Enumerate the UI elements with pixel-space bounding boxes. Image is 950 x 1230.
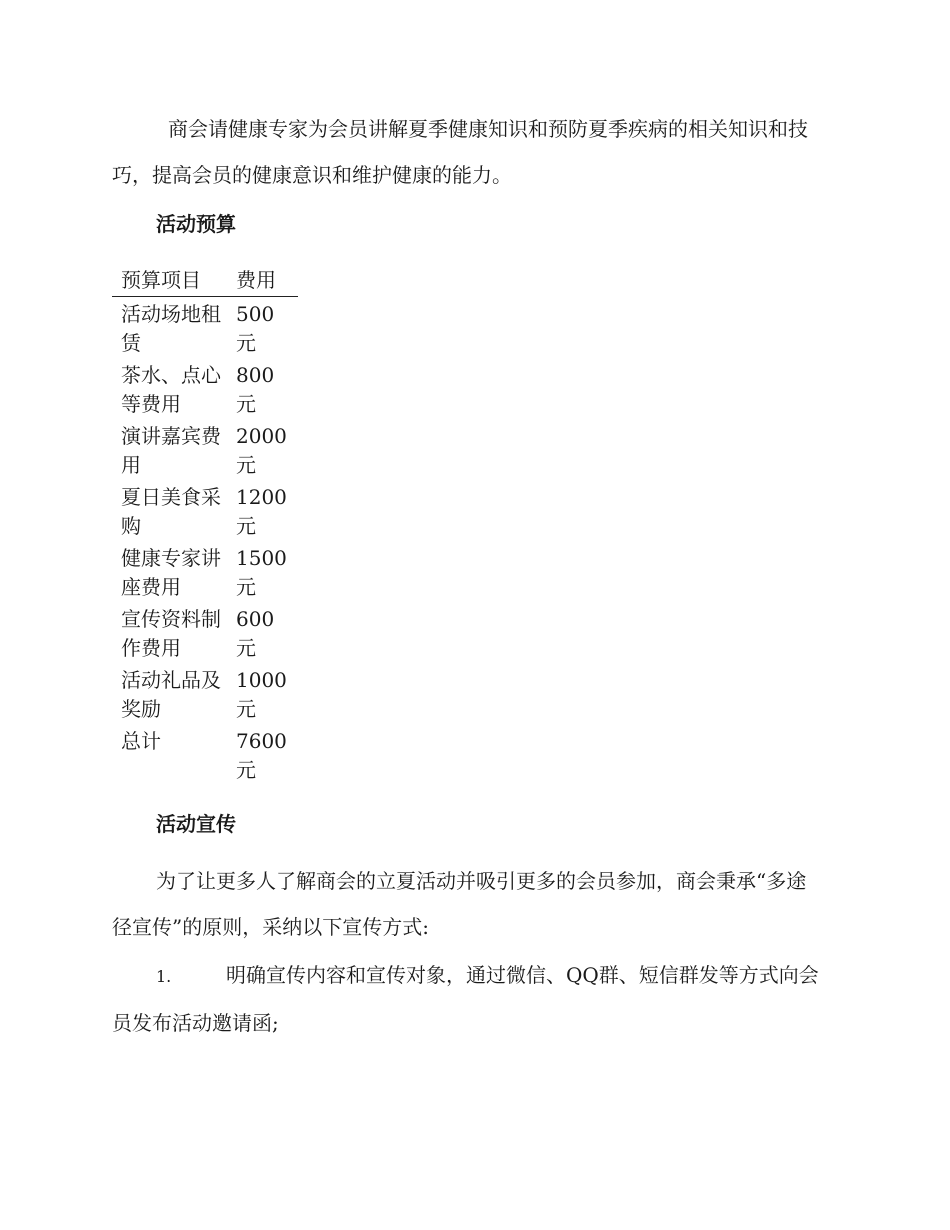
budget-fee-cell: 600元 [236, 607, 275, 660]
intro-paragraph: 商会请健康专家为会员讲解夏季健康知识和预防夏季疾病的相关知识和技巧，提高会员的健康意识和维护健康的能力。 [112, 117, 808, 187]
table-row [112, 663, 298, 724]
budget-item-cell: 健康专家讲座费用 [121, 546, 221, 599]
table-row [112, 297, 298, 359]
budget-item-cell: 宣传资料制作费用 [121, 607, 221, 660]
budget-fee-cell: 1200元 [236, 485, 287, 538]
budget-item-cell: 茶水、点心等费用 [121, 363, 221, 416]
budget-table [112, 264, 298, 785]
table-row [112, 724, 298, 785]
promotion-intro-paragraph: 为了让更多人了解商会的立夏活动并吸引更多的会员参加，商会秉承“多途径宣传”的原则，采纳以下宣传方式: [112, 869, 807, 939]
budget-fee-cell: 800元 [236, 363, 275, 416]
budget-item-cell: 演讲嘉宾费用 [121, 424, 221, 477]
budget-item-cell: 夏日美食采购 [121, 485, 221, 538]
budget-header-row [112, 264, 298, 297]
table-row [112, 419, 298, 480]
budget-total-value: 7600元 [236, 729, 287, 782]
budget-fee-cell: 1500元 [236, 546, 287, 599]
budget-fee-cell: 1000元 [236, 668, 287, 721]
budget-fee-cell: 2000元 [236, 424, 287, 477]
budget-item-cell: 活动场地租赁 [121, 302, 221, 355]
column-header-item: 预算项目 [112, 264, 227, 297]
table-row [112, 602, 298, 663]
list-item [112, 952, 830, 1046]
budget-heading: 活动预算 [156, 212, 236, 236]
table-row [112, 480, 298, 541]
list-item-text: 明确宣传内容和宣传对象，通过微信、QQ群、短信群发等方式向会员发布活动邀请函; [112, 963, 819, 1035]
budget-fee-cell: 500元 [236, 302, 275, 355]
table-row [112, 541, 298, 602]
table-row [112, 358, 298, 419]
list-item-number: 1. [156, 967, 172, 986]
budget-total-label: 总计 [121, 729, 161, 753]
column-header-fee: 费用 [227, 264, 298, 297]
promotion-heading: 活动宣传 [156, 812, 236, 836]
budget-item-cell: 活动礼品及奖励 [121, 668, 221, 721]
